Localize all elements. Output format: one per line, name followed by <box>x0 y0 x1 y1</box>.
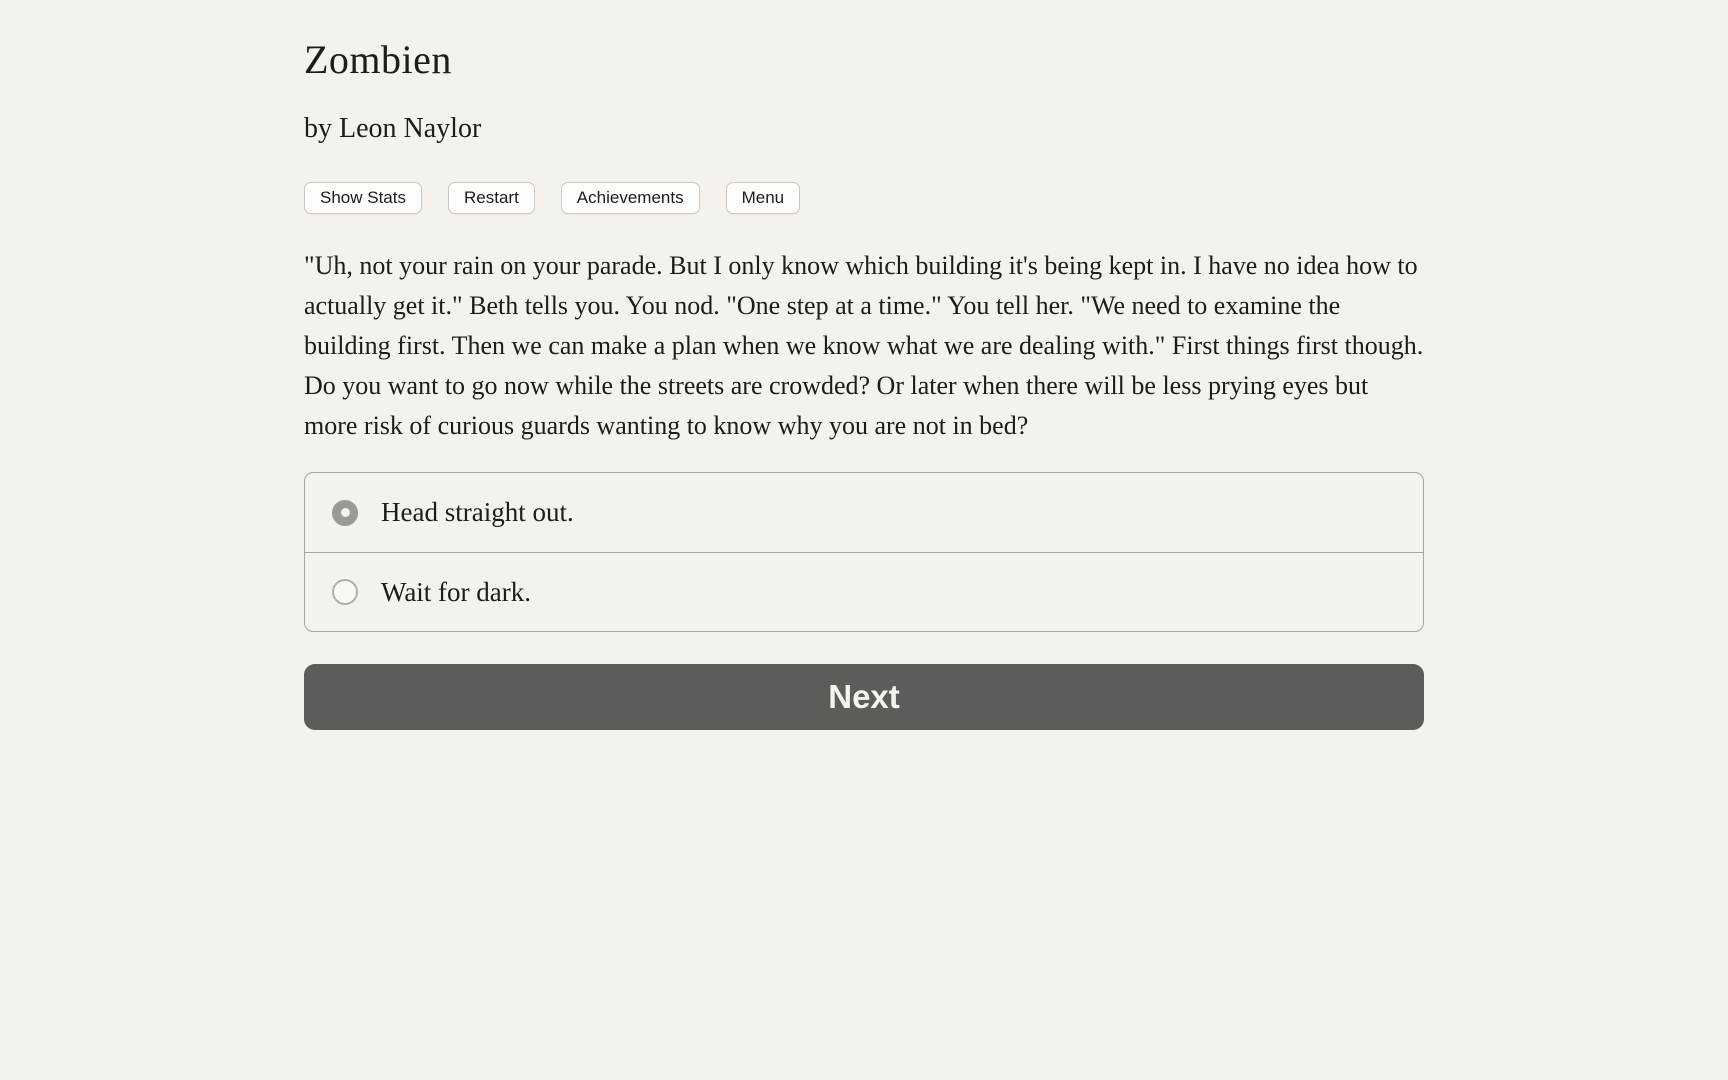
choice-option-label[interactable]: Head straight out. <box>381 497 574 527</box>
radio-button-icon[interactable] <box>332 500 358 526</box>
toolbar <box>304 182 1424 214</box>
next-button[interactable]: Next <box>304 664 1424 730</box>
choice-option-head-straight-out[interactable] <box>305 473 1423 552</box>
author-byline: by Leon Naylor <box>304 113 482 144</box>
game-column <box>304 36 1424 730</box>
achievements-button[interactable]: Achievements <box>561 182 700 214</box>
radio-button-icon[interactable] <box>332 579 358 605</box>
choice-option-label[interactable]: Wait for dark. <box>381 576 532 607</box>
restart-button[interactable]: Restart <box>448 182 535 214</box>
game-title: Zombien <box>304 37 452 82</box>
menu-button[interactable]: Menu <box>726 182 801 214</box>
story-paragraph: "Uh, not your rain on your parade. But I only know which building it's being kept in. I have no idea how to actually get it." Beth tells you. You nod. "One step at a time." You tell her. "We need to examine the building first. Then we can make a plan when we know what we are dealing with." First things first though. Do you want to go now while the streets are crowded? Or later when there will be less prying eyes but more risk of curious guards wanting to know why you are not in bed? <box>304 251 1424 440</box>
choice-group <box>304 472 1424 632</box>
show-stats-button[interactable]: Show Stats <box>304 182 422 214</box>
choice-option-wait-for-dark[interactable] <box>305 552 1423 631</box>
